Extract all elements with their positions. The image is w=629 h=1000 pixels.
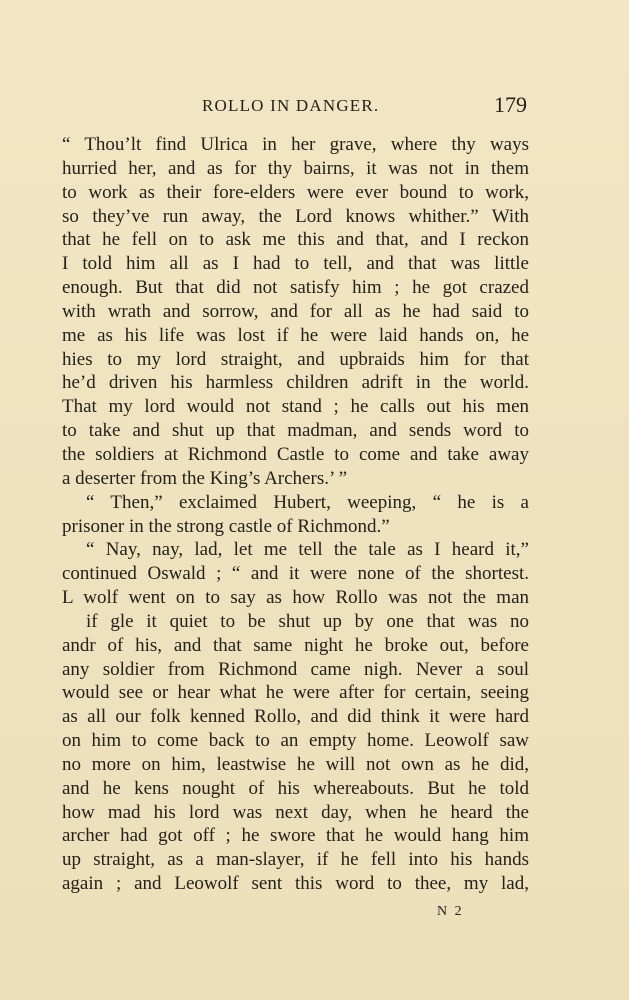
- text-line: “ Nay, nay, lad, let me tell the tale as I heard it,”: [86, 539, 529, 561]
- text-line: That my lord would not stand ; he calls out his men: [62, 396, 529, 418]
- text-line: me as his life was lost if he were laid hands on, he: [62, 324, 529, 346]
- text-line: that he fell on to ask me this and that, and I reckon: [62, 229, 529, 251]
- text-line: no more on him, leastwise he will not own as he did,: [62, 753, 529, 775]
- signature-mark: N 2: [437, 904, 464, 919]
- text-line: I told him all as I had to tell, and that was little: [62, 253, 529, 275]
- text-line: to take and shut up that madman, and sends word to: [62, 420, 529, 442]
- body-text: [62, 133, 529, 896]
- text-line: continued Oswald ; “ and it were none of the shortest.: [62, 563, 529, 585]
- text-line: a deserter from the King’s Archers.’ ”: [62, 467, 348, 489]
- text-line: prisoner in the strong castle of Richmond.”: [62, 515, 390, 537]
- text-line: if gle it quiet to be shut up by one that was no: [86, 610, 529, 632]
- text-line: would see or hear what he were after for certain, seeing: [62, 682, 529, 704]
- text-line: “ Thou’lt find Ulrica in her grave, where thy ways: [62, 134, 529, 155]
- text-line: how mad his lord was next day, when he heard the: [62, 801, 529, 823]
- text-line: any soldier from Richmond came nigh. Never a soul: [62, 658, 529, 680]
- text-line: andr of his, and that same night he broke out, before: [62, 634, 529, 656]
- text-line: archer had got off ; he swore that he would hang him: [62, 825, 529, 847]
- text-line: the soldiers at Richmond Castle to come and take away: [62, 443, 529, 465]
- text-line: hurried her, and as for thy bairns, it was not in them: [62, 157, 529, 179]
- page-header: [62, 92, 527, 122]
- running-title: ROLLO IN DANGER.: [202, 96, 380, 115]
- text-line: hies to my lord straight, and upbraids him for that: [62, 348, 529, 370]
- text-line: up straight, as a man-slayer, if he fell into his hands: [62, 849, 529, 871]
- text-line: L wolf went on to say as how Rollo was not the man: [62, 587, 529, 609]
- text-line: with wrath and sorrow, and for all as he had said to: [62, 300, 529, 322]
- text-line: again ; and Leowolf sent this word to thee, my lad,: [62, 873, 529, 895]
- text-line: and he kens nought of his whereabouts. But he told: [62, 777, 529, 799]
- text-line: on him to come back to an empty home. Leowolf saw: [62, 730, 529, 752]
- text-line: enough. But that did not satisfy him ; he got crazed: [62, 277, 529, 299]
- text-line: he’d driven his harmless children adrift in the world.: [62, 372, 529, 394]
- text-line: to work as their fore-elders were ever bound to work,: [62, 181, 529, 203]
- text-line: as all our folk kenned Rollo, and did think it were hard: [62, 706, 529, 728]
- page-number: 179: [494, 92, 527, 117]
- text-line: so they’ve run away, the Lord knows whither.” With: [62, 205, 529, 227]
- text-line: “ Then,” exclaimed Hubert, weeping, “ he is a: [86, 491, 529, 513]
